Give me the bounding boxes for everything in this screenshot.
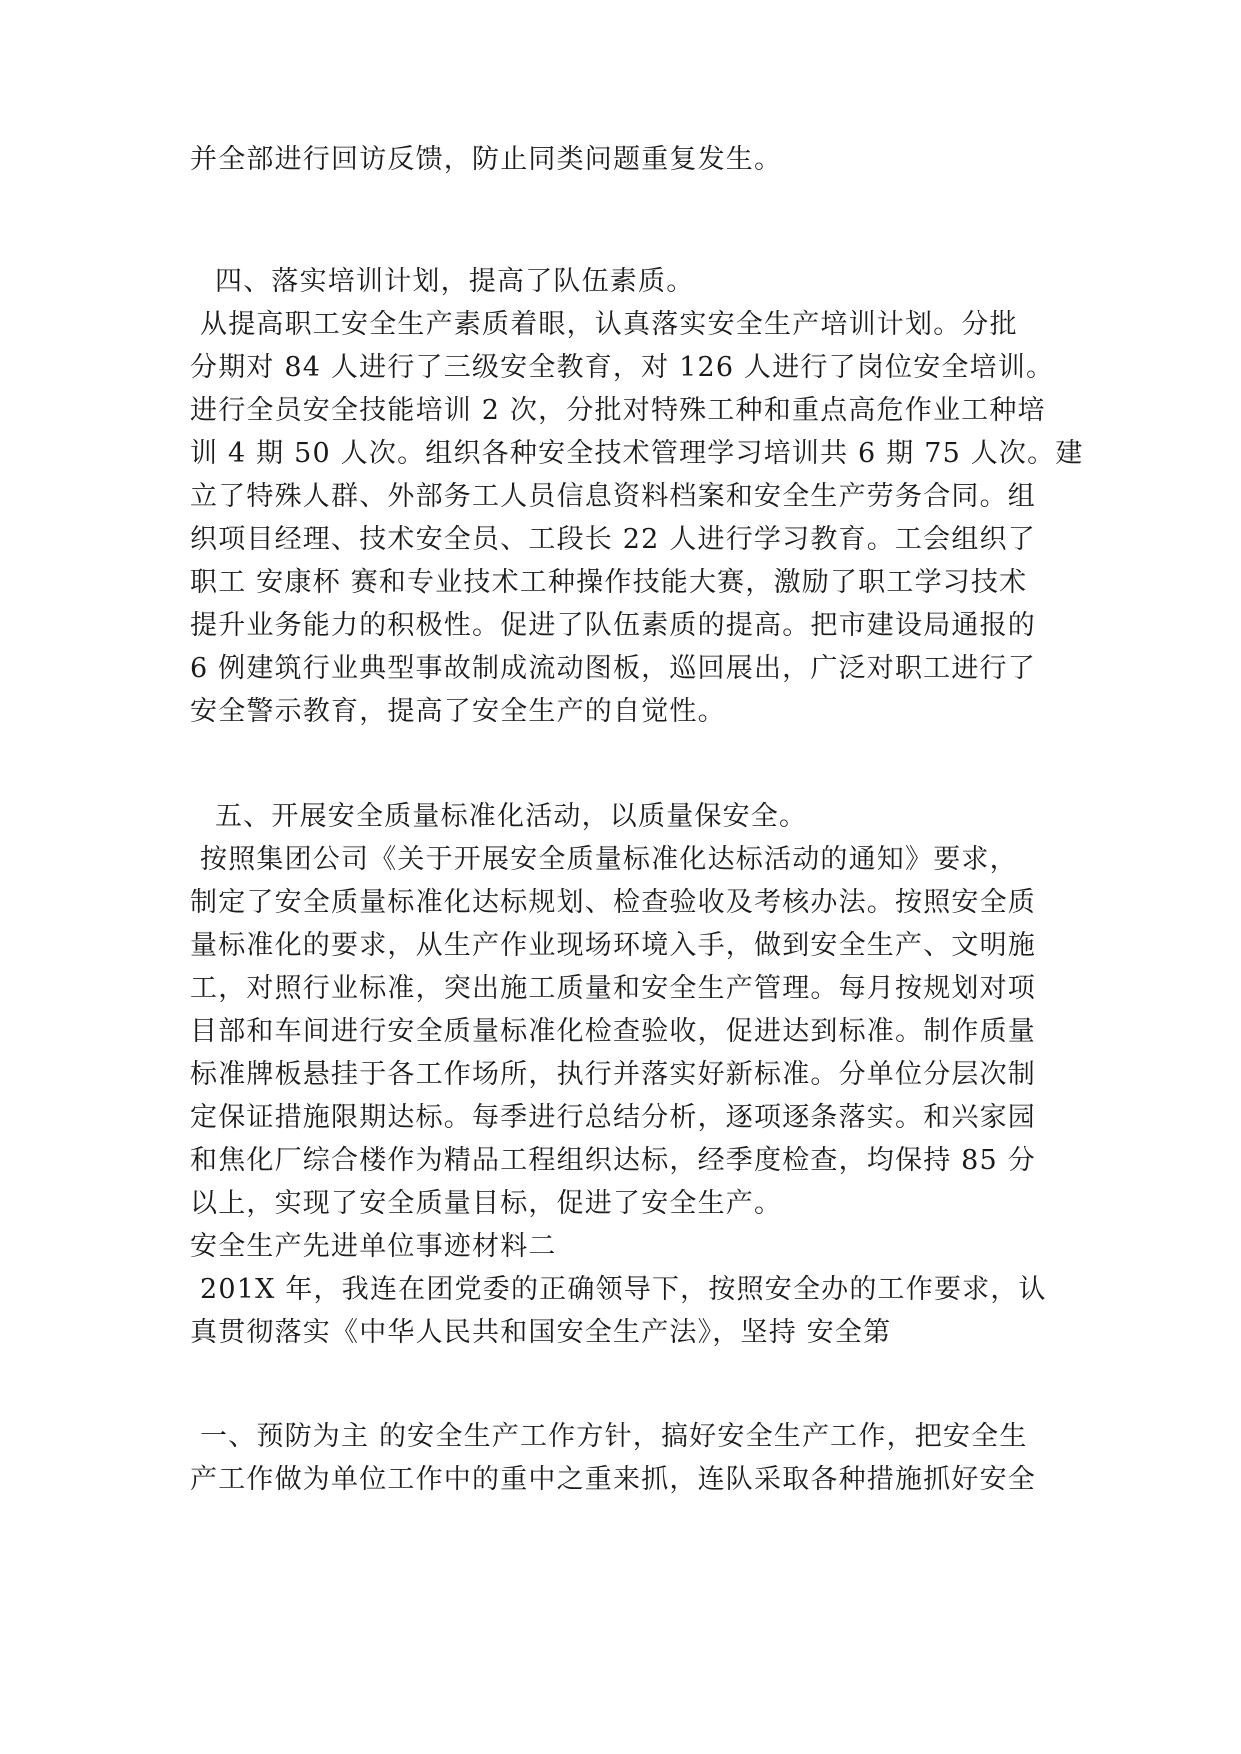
- body-text-line: 定保证措施限期达标。每季进行总结分析，逐项逐条落实。和兴家园: [190, 1102, 1036, 1133]
- body-text-line: 训 4 期 50 人次。组织各种安全技术管理学习培训共 6 期 75 人次。建: [190, 438, 1084, 469]
- body-text-line: 安全警示教育，提高了安全生产的自觉性。: [190, 696, 726, 727]
- body-text-line: 量标准化的要求，从生产作业现场环境入手，做到安全生产、文明施: [190, 930, 1036, 961]
- body-text-line: 制定了安全质量标准化达标规划、检查验收及考核办法。按照安全质: [190, 887, 1036, 918]
- body-text-line: 工，对照行业标准，突出施工质量和安全生产管理。每月按规划对项: [190, 973, 1036, 1004]
- body-text-line: 分期对 84 人进行了三级安全教育，对 126 人进行了岗位安全培训。: [190, 352, 1055, 383]
- body-text-line: 标准牌板悬挂于各工作场所，执行并落实好新标准。分单位分层次制: [190, 1059, 1036, 1090]
- body-text-line: 进行全员安全技能培训 2 次，分批对特殊工种和重点高危作业工种培: [190, 395, 1046, 426]
- section-heading: 五、开展安全质量标准化活动，以质量保安全。: [215, 801, 808, 832]
- body-text-line: 目部和车间进行安全质量标准化检查验收，促进达到标准。制作质量: [190, 1016, 1036, 1047]
- body-text-line: 和焦化厂综合楼作为精品工程组织达标，经季度检查，均保持 85 分: [190, 1145, 1036, 1176]
- body-text-line: 一、预防为主 的安全生产工作方针，搞好安全生产工作，把安全生: [200, 1421, 1028, 1452]
- body-text-line: 立了特殊人群、外部务工人员信息资料档案和安全生产劳务合同。组: [190, 481, 1036, 512]
- body-text-line: 以上，实现了安全质量目标，促进了安全生产。: [190, 1188, 783, 1219]
- body-text-line: 真贯彻落实《中华人民共和国安全生产法》，坚持 安全第: [190, 1317, 892, 1348]
- subsection-title: 安全生产先进单位事迹材料二: [190, 1231, 557, 1262]
- body-text-line: 职工 安康杯 赛和专业技术工种操作技能大赛，激励了职工学习技术: [190, 567, 1028, 598]
- body-text-line: 并全部进行回访反馈，防止同类问题重复发生。: [190, 144, 783, 175]
- body-text-line: 从提高职工安全生产素质着眼，认真落实安全生产培训计划。分批: [200, 309, 1018, 340]
- body-text-line: 提升业务能力的积极性。促进了队伍素质的提高。把市建设局通报的: [190, 610, 1036, 641]
- body-text-line: 织项目经理、技术安全员、工段长 22 人进行学习教育。工会组织了: [190, 524, 1036, 555]
- body-text-line: 按照集团公司《关于开展安全质量标准化达标活动的通知》要求，: [200, 844, 1018, 875]
- body-text-line: 201X 年，我连在团党委的正确领导下，按照安全办的工作要求，认: [200, 1274, 1047, 1305]
- body-text-line: 产工作做为单位工作中的重中之重来抓，连队采取各种措施抓好安全: [190, 1464, 1036, 1495]
- section-heading: 四、落实培训计划，提高了队伍素质。: [215, 266, 695, 297]
- body-text-line: 6 例建筑行业典型事故制成流动图板，巡回展出，广泛对职工进行了: [190, 653, 1036, 684]
